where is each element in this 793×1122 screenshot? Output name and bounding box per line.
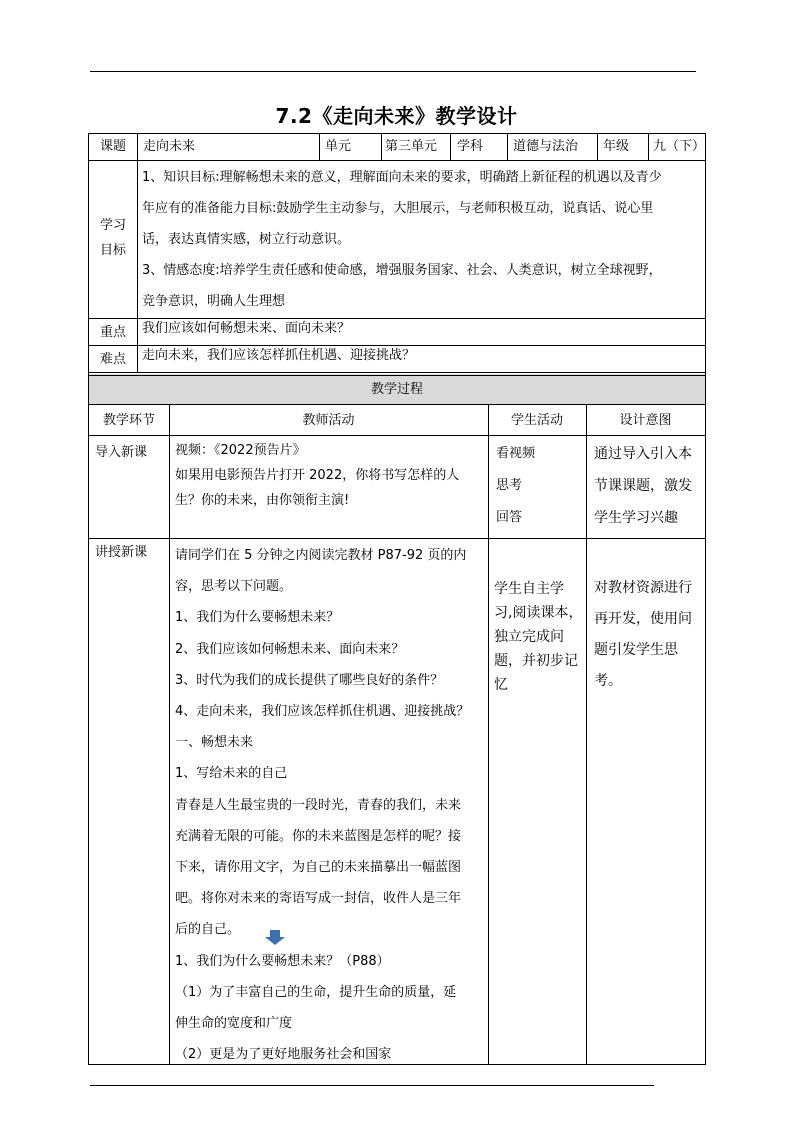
teacher-line: 4、走向未来，我们应该怎样抓住机遇、迎接挑战？ [175,704,470,720]
page-title: 7.2《走向未来》教学设计 [275,104,518,128]
topic-value: 走向未来 [143,139,196,154]
teacher-line: 容，思考以下问题。 [175,579,293,595]
teacher-line: 一、畅想未来 [175,735,254,751]
unit-value: 第三单元 [385,139,438,154]
lecture-student-activity: 学生自主学 习,阅读课本， 独立完成问 题，并初步记 忆 [494,581,583,693]
col-header-stage: 教学环节 [102,413,155,428]
difficulty-text: 走向未来，我们应该怎样抓住机遇、迎接挑战？ [142,348,416,363]
intro-student-activity: 看视频 思考 回答 [496,446,536,525]
teacher-line: 3、时代为我们的成长提供了哪些良好的条件？ [175,672,444,688]
col-header-teacher: 教师活动 [302,413,355,428]
subject-label: 学科 [457,139,484,154]
unit-label: 单元 [325,139,352,154]
subject-value: 道德与法治 [513,139,579,154]
goal-line: 竞争意识，明确人生理想 [142,294,286,309]
col-header-student: 学生活动 [510,413,563,428]
intro-teacher-activity: 视频：《2022预告片》 如果用电影预告片打开 2022，你将书写怎样的人 生？你的未来，由你领衔主演! [175,443,460,508]
teacher-line: 后的自己。 [175,922,241,938]
intro-design-intent: 通过导入引入本 节课课题，激发 学生学习兴趣 [594,446,692,526]
grade-label: 年级 [603,139,630,154]
lesson-plan-table [88,133,706,1065]
topic-label: 课题 [99,139,126,154]
teacher-line: 1、我们为什么要畅想未来？ [175,610,340,626]
teacher-line: 请同学们在 5 分钟之内阅读完教材 P87-92 页的内 [175,548,467,563]
teacher-line: 1、我们为什么要畅想未来？（P88） [175,953,390,969]
col-header-intent: 设计意图 [619,413,672,428]
teacher-line: 1、写给未来的自己 [175,766,288,782]
footer-rule [90,1085,654,1086]
lecture-stage: 讲授新课 [95,545,148,560]
lecture-design-intent: 对教材资源进行 再开发，使用问 题引发学生思 考。 [594,580,692,689]
key-point-text: 我们应该如何畅想未来、面向未来？ [142,321,351,336]
lecture-teacher-activity [175,540,487,1070]
grade-value: 九（下） [653,139,706,154]
teacher-line: 充满着无限的可能。你的未来蓝图是怎样的呢？接 [175,828,462,844]
difficulty-label: 难点 [99,352,126,367]
intro-stage: 导入新课 [95,445,148,460]
down-arrow-icon [264,930,286,946]
goals-text [142,162,704,317]
goal-line: 年应有的准备能力目标:鼓励学生主动参与，大胆展示，与老师积极互动，说真话、说心里 [142,201,654,216]
goals-label: 学习 目标 [99,218,126,258]
process-heading: 教学过程 [370,382,423,397]
goal-line: 1、知识目标:理解畅想未来的意义，理解面向未来的要求，明确踏上新征程的机遇以及青少 [142,170,662,185]
teacher-line: （1）为了丰富自己的生命，提升生命的质量，延 [175,984,457,1000]
teacher-line: 吧。将你对未来的寄语写成一封信，收件人是三年 [175,891,462,907]
teacher-line: 下来，请你用文字，为自己的未来描摹出一幅蓝图 [175,860,462,876]
header-rule [90,71,696,72]
goal-line: 3、情感态度:培养学生责任感和使命感，增强服务国家、社会、人类意识，树立全球视野， [142,263,662,278]
teacher-line: 2、我们应该如何畅想未来、面向未来？ [175,641,405,657]
goal-line: 话，表达真情实感，树立行动意识。 [142,232,351,247]
key-point-label: 重点 [99,325,126,340]
teacher-line: 青春是人生最宝贵的一段时光，青春的我们，未来 [175,797,462,813]
teacher-line: （2）更是为了更好地服务社会和国家 [175,1047,392,1063]
teacher-line: 伸生命的宽度和广度 [175,1016,293,1032]
